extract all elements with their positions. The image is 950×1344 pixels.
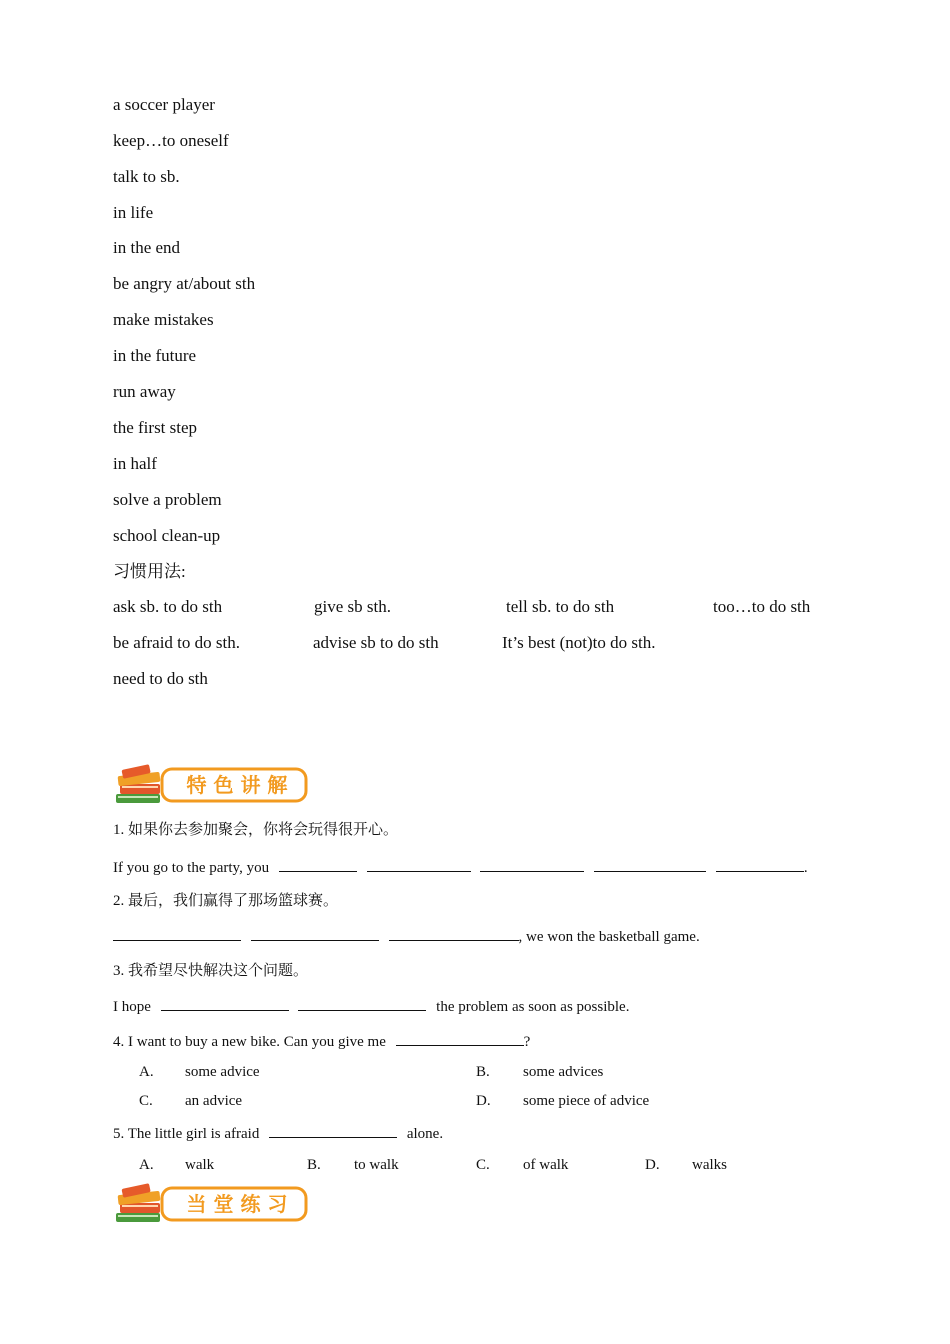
phrase-item: make mistakes (113, 310, 214, 329)
phrase-item: the first step (113, 418, 198, 437)
question-1-chinese: 1. 如果你去参加聚会，你将会玩得很开心。 (113, 822, 399, 838)
phrase-item: in half (113, 454, 157, 473)
usage-item: too…to do sth (713, 597, 811, 616)
phrase-item: in the future (113, 346, 197, 365)
answer-blank[interactable] (161, 996, 289, 1011)
usage-item: It’s best (not)to do sth. (502, 633, 656, 652)
phrase-item: a soccer player (113, 95, 215, 114)
option-text[interactable]: some piece of advice (523, 1093, 650, 1109)
option-letter: A. (139, 1157, 154, 1173)
phrase-item: school clean-up (113, 526, 221, 545)
option-letter: B. (476, 1064, 490, 1080)
question-1-english (113, 857, 808, 878)
option-text[interactable]: walks (692, 1157, 727, 1173)
usage-heading: 习惯用法: (113, 562, 186, 581)
question-2-english (113, 926, 700, 947)
usage-item: advise sb to do sth (313, 633, 439, 652)
question-4 (113, 1031, 530, 1052)
question-5-suffix: alone. (406, 1126, 444, 1142)
option-text[interactable]: to walk (354, 1157, 399, 1173)
answer-blank[interactable] (298, 996, 426, 1011)
question-2-suffix: , we won the basketball game. (518, 929, 700, 945)
answer-blank[interactable] (396, 1031, 524, 1046)
option-text[interactable]: some advice (185, 1064, 260, 1080)
usage-item: be afraid to do sth. (113, 633, 240, 652)
answer-blank[interactable] (480, 857, 584, 872)
option-text[interactable]: of walk (523, 1157, 569, 1173)
usage-item: ask sb. to do sth (113, 597, 223, 616)
banner-label: 当 堂 练 习 (186, 1192, 288, 1216)
phrase-item: in life (113, 203, 154, 222)
question-3-chinese: 3. 我希望尽快解决这个问题。 (113, 963, 309, 979)
question-4-prefix: 4. I want to buy a new bike. Can you give me (113, 1034, 386, 1050)
phrase-item: in the end (113, 238, 181, 257)
option-letter: D. (645, 1157, 660, 1173)
answer-blank[interactable] (251, 926, 379, 941)
option-text[interactable]: an advice (185, 1093, 243, 1109)
banner-label: 特 色 讲 解 (186, 773, 288, 797)
usage-item: give sb sth. (314, 597, 391, 616)
question-2-chinese: 2. 最后，我们赢得了那场篮球赛。 (113, 893, 339, 909)
phrase-item: keep…to oneself (113, 131, 229, 150)
option-letter: C. (476, 1157, 490, 1173)
question-1-prefix: If you go to the party, you (113, 860, 270, 876)
question-5-prefix: 5. The little girl is afraid (113, 1126, 260, 1142)
option-text[interactable]: walk (185, 1157, 215, 1173)
answer-blank[interactable] (389, 926, 519, 941)
phrase-item: talk to sb. (113, 167, 180, 186)
section-banner-features (112, 762, 310, 810)
answer-blank[interactable] (594, 857, 706, 872)
option-letter: B. (307, 1157, 321, 1173)
answer-blank[interactable] (367, 857, 471, 872)
question-3-suffix: the problem as soon as possible. (436, 999, 630, 1015)
question-4-end: ? (523, 1034, 531, 1050)
answer-blank[interactable] (269, 1123, 397, 1138)
answer-blank[interactable] (716, 857, 804, 872)
option-letter: D. (476, 1093, 491, 1109)
answer-blank[interactable] (279, 857, 357, 872)
usage-item: tell sb. to do sth (506, 597, 615, 616)
option-letter: A. (139, 1064, 154, 1080)
question-3-prefix: I hope (113, 999, 151, 1015)
usage-item: need to do sth (113, 669, 208, 688)
phrase-item: be angry at/about sth (113, 274, 256, 293)
answer-blank[interactable] (113, 926, 241, 941)
option-letter: C. (139, 1093, 153, 1109)
question-1-end: . (803, 860, 808, 876)
section-banner-practice (112, 1181, 310, 1229)
option-text[interactable]: some advices (523, 1064, 604, 1080)
phrase-item: run away (113, 382, 176, 401)
question-5 (113, 1123, 443, 1144)
question-3-english (113, 996, 629, 1017)
phrase-item: solve a problem (113, 490, 222, 509)
